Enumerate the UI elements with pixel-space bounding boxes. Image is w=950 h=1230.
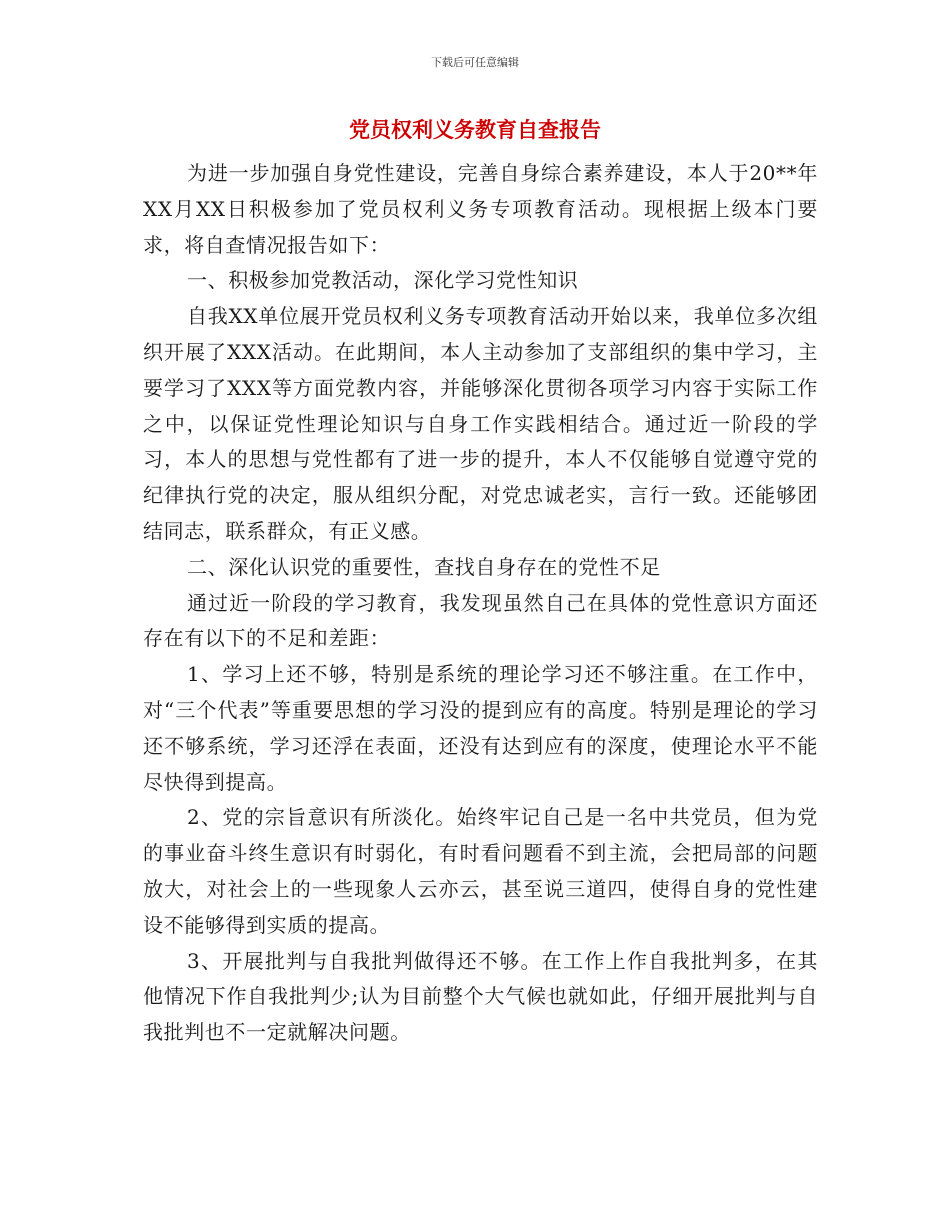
header-note: 下载后可任意编辑 — [431, 56, 519, 69]
paragraph-item-1: 1、学习上还不够，特别是系统的理论学习还不够注重。在工作中，对“三个代表”等重要思想的学习没的提到应有的高度。特别是理论的学习还不够系统，学习还浮在表面，还没有达到应有的深度，使理论水平不能尽快得到提高。 — [143, 662, 818, 794]
section-heading-1: 一、积极参加党教活动，深化学习党性知识 — [187, 268, 579, 293]
paragraph-item-2: 2、党的宗旨意识有所淡化。始终牢记自己是一名中共党员，但为党的事业奋斗终生意识有时弱化，有时看问题看不到主流，会把局部的问题放大，对社会上的一些现象人云亦云，甚至说三道四，使得自身的党性建设不能够得到实质的提高。 — [143, 805, 818, 937]
paragraph-intro: 为进一步加强自身党性建设，完善自身综合素养建设，本人于20**年XX月XX日积极参加了党员权利义务专项教育活动。现根据上级本门要求，将自查情况报告如下： — [143, 161, 818, 257]
paragraph-item-3: 3、开展批判与自我批判做得还不够。在工作上作自我批判多，在其他情况下作自我批判少;认为目前整个大气候也就如此，仔细开展批判与自我批判也不一定就解决问题。 — [143, 948, 818, 1045]
paragraph-section-1: 自我XX单位展开党员权利义务专项教育活动开始以来，我单位多次组织开展了XXX活动。在此期间，本人主动参加了支部组织的集中学习，主要学习了XXX等方面党教内容，并能够深化贯彻各项学习内容于实际工作之中，以保证党性理论知识与自身工作实践相结合。通过近一阶段的学习，本人的思想与党性都有了进一步的提升，本人不仅能够自觉遵守党的纪律执行党的决定，服从组织分配，对党忠诚老实，言行一致。还能够团结同志，联系群众，有正义感。 — [143, 304, 818, 543]
document-title: 党员权利义务教育自查报告 — [349, 118, 601, 142]
paragraph-section-2-intro: 通过近一阶段的学习教育，我发现虽然自己在具体的党性意识方面还存在有以下的不足和差距： — [143, 590, 818, 651]
section-heading-2: 二、深化认识党的重要性，查找自身存在的党性不足 — [187, 554, 661, 579]
document-body — [143, 156, 818, 1051]
